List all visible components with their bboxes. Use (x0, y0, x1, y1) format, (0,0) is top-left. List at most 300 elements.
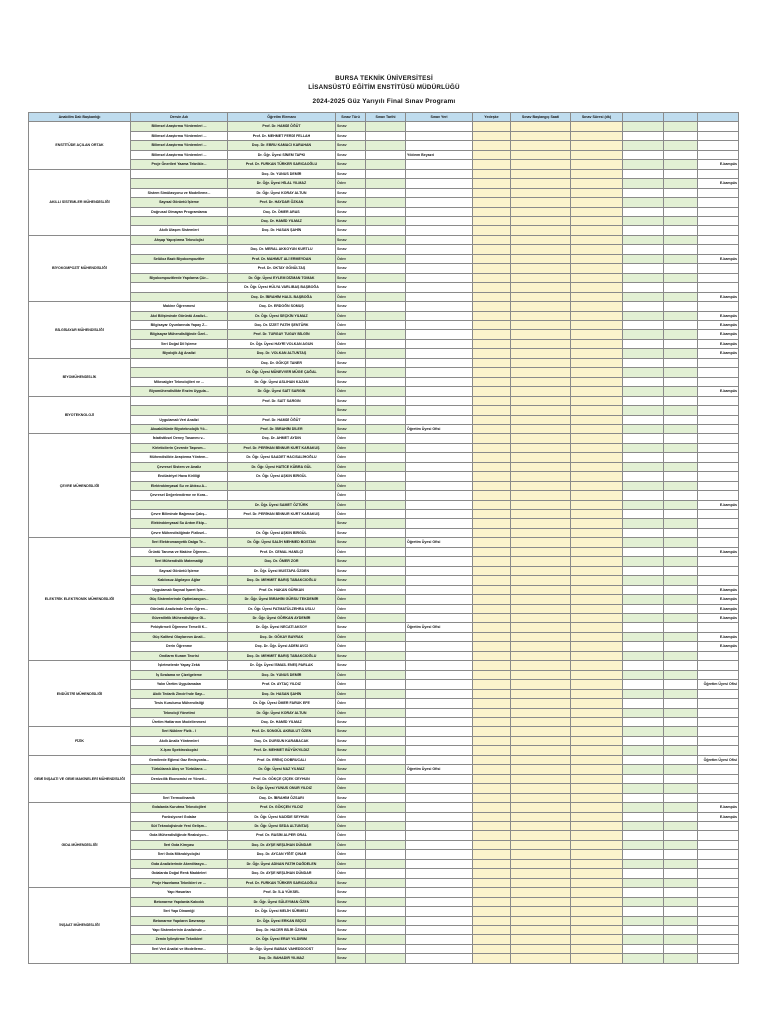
exam-date-cell (366, 188, 406, 197)
start-time-cell (511, 330, 571, 339)
exam-place-cell (406, 387, 473, 396)
course-name-cell: Güvenilirlik Mühendisliğine Gi... (131, 614, 228, 623)
exam-type-cell: Ödev (336, 821, 366, 830)
exam-place-cell (406, 235, 473, 244)
extra-cell-3 (698, 840, 739, 849)
exam-place-cell (406, 358, 473, 367)
instructor-cell: Doç. Dr. ÖMER ARAS (228, 207, 336, 216)
exam-date-cell (366, 311, 406, 320)
extra-cell-2 (664, 481, 698, 490)
exam-place-cell (406, 897, 473, 906)
exam-date-cell (366, 396, 406, 405)
extra-cell-2 (664, 339, 698, 348)
department-cell: ENDÜSTRİ MÜHENDİSLİĞİ (29, 661, 131, 727)
start-time-cell (511, 897, 571, 906)
extra-cell-1 (623, 510, 664, 519)
extra-cell-3: E-kampüs (698, 642, 739, 651)
extra-cell-2 (664, 765, 698, 774)
exam-place-cell (406, 368, 473, 377)
exam-type-cell: Sınav (336, 954, 366, 963)
start-time-cell (511, 954, 571, 963)
instructor-cell: Dr. Öğr. Üyesi İSMAİL ENEŞ PARLAK (228, 661, 336, 670)
extra-cell-2 (664, 878, 698, 887)
table-row (29, 699, 739, 708)
extra-cell-3 (698, 907, 739, 916)
yedeske-cell (473, 198, 511, 207)
table-row (29, 689, 739, 698)
duration-cell (571, 424, 623, 433)
exam-date-cell (366, 179, 406, 188)
department-cell: ELEKTRİK ELEKTRONİK MÜHENDİSLİĞİ (29, 538, 131, 661)
duration-cell (571, 226, 623, 235)
exam-place-cell (406, 198, 473, 207)
exam-date-cell (366, 339, 406, 348)
course-name-cell: İleri Gıda Mikrobiyolojisi (131, 850, 228, 859)
table-row (29, 500, 739, 509)
exam-place-cell (406, 519, 473, 528)
yedeske-cell (473, 396, 511, 405)
yedeske-cell (473, 150, 511, 159)
duration-cell (571, 179, 623, 188)
extra-cell-1 (623, 651, 664, 660)
exam-date-cell (366, 897, 406, 906)
duration-cell (571, 443, 623, 452)
exam-date-cell (366, 500, 406, 509)
instructor-cell: Doç. Dr. İBRAHİM ÖZSARI (228, 793, 336, 802)
exam-date-cell (366, 576, 406, 585)
instructor-cell (228, 406, 336, 415)
extra-cell-1 (623, 538, 664, 547)
exam-place-cell (406, 642, 473, 651)
exam-date-cell (366, 264, 406, 273)
table-row (29, 897, 739, 906)
extra-cell-1 (623, 150, 664, 159)
start-time-cell (511, 746, 571, 755)
extra-cell-2 (664, 358, 698, 367)
yedeske-cell (473, 954, 511, 963)
col-start-time: Sınav Başlangıç Saati (511, 113, 571, 122)
exam-type-cell: Sınav (336, 368, 366, 377)
instructor-cell: Doç. Dr. GÖKAY BAYRAK (228, 632, 336, 641)
start-time-cell (511, 821, 571, 830)
extra-cell-3 (698, 302, 739, 311)
start-time-cell (511, 859, 571, 868)
extra-cell-1 (623, 954, 664, 963)
course-name-cell: Örüntü Tanıma ve Makine Öğrenm... (131, 547, 228, 556)
exam-date-cell (366, 150, 406, 159)
exam-type-cell: Ödev (336, 349, 366, 358)
table-row (29, 869, 739, 878)
extra-cell-1 (623, 235, 664, 244)
start-time-cell (511, 519, 571, 528)
extra-cell-1 (623, 850, 664, 859)
duration-cell (571, 812, 623, 821)
extra-cell-2 (664, 491, 698, 500)
instructor-cell: Doç. Dr. VOLKAN ALTUNTAŞ (228, 349, 336, 358)
instructor-cell: Dr. Öğr. Üyesi KORAY ALTUN (228, 188, 336, 197)
exam-date-cell (366, 614, 406, 623)
extra-cell-1 (623, 557, 664, 566)
exam-place-cell (406, 216, 473, 225)
duration-cell (571, 377, 623, 386)
extra-cell-1 (623, 661, 664, 670)
exam-date-cell (366, 245, 406, 254)
yedeske-cell (473, 907, 511, 916)
exam-date-cell (366, 840, 406, 849)
exam-type-cell: Ödev (336, 632, 366, 641)
instructor-cell: Dr. Öğr. Üyesi SEÇKİN YILMAZ (228, 311, 336, 320)
exam-type-cell: Sınav (336, 519, 366, 528)
course-name-cell: Zemin İyileştirme Teknikleri (131, 935, 228, 944)
exam-place-cell (406, 821, 473, 830)
exam-type-cell: Ödev (336, 254, 366, 263)
exam-place-cell (406, 651, 473, 660)
extra-cell-3 (698, 472, 739, 481)
start-time-cell (511, 774, 571, 783)
table-row (29, 264, 739, 273)
course-name-cell: İleri Veri Analizi ve Modelleme... (131, 944, 228, 953)
exam-date-cell (366, 198, 406, 207)
extra-cell-3 (698, 235, 739, 244)
start-time-cell (511, 510, 571, 519)
instructor-cell: Doç. Dr. MEHMET BARIŞ TABAKCIOĞLU (228, 576, 336, 585)
extra-cell-3: E-kampüs (698, 547, 739, 556)
extra-cell-2 (664, 198, 698, 207)
start-time-cell (511, 935, 571, 944)
exam-place-cell (406, 377, 473, 386)
exam-place-cell (406, 141, 473, 150)
instructor-cell: Prof. Dr. AYTAÇ YILDIZ (228, 680, 336, 689)
exam-place-cell (406, 699, 473, 708)
table-row (29, 311, 739, 320)
table-row (29, 859, 739, 868)
exam-place-cell (406, 878, 473, 887)
instructor-cell: Doç. Dr. AHMET AYDIN (228, 434, 336, 443)
yedeske-cell (473, 415, 511, 424)
duration-cell (571, 680, 623, 689)
exam-date-cell (366, 699, 406, 708)
extra-cell-3: E-kampüs (698, 387, 739, 396)
exam-type-cell: Sınav (336, 424, 366, 433)
exam-place-cell (406, 614, 473, 623)
exam-type-cell: Sınav (336, 122, 366, 131)
exam-place-cell (406, 755, 473, 764)
exam-type-cell: Ödev (336, 699, 366, 708)
duration-cell (571, 793, 623, 802)
duration-cell (571, 434, 623, 443)
course-name-cell: Güç Sistemlerinde Optimizasyon... (131, 595, 228, 604)
exam-type-cell: Ödev (336, 642, 366, 651)
table-row (29, 245, 739, 254)
extra-cell-2 (664, 699, 698, 708)
yedeske-cell (473, 462, 511, 471)
extra-cell-1 (623, 188, 664, 197)
instructor-cell: Prof. Dr. FURKAN TÜRKER SARICAOĞLU (228, 160, 336, 169)
exam-type-cell: Ödev (336, 179, 366, 188)
table-row (29, 387, 739, 396)
exam-date-cell (366, 604, 406, 613)
exam-date-cell (366, 642, 406, 651)
table-row (29, 424, 739, 433)
instructor-cell: Prof. Dr. MEHMET FERDİ FELLAH (228, 131, 336, 140)
exam-type-cell: Sınav (336, 273, 366, 282)
yedeske-cell (473, 689, 511, 698)
yedeske-cell (473, 651, 511, 660)
duration-cell (571, 736, 623, 745)
extra-cell-3 (698, 462, 739, 471)
start-time-cell (511, 396, 571, 405)
exam-type-cell: Ödev (336, 491, 366, 500)
course-name-cell: Betonarme Yapıların Davranışı (131, 916, 228, 925)
start-time-cell (511, 812, 571, 821)
exam-type-cell: Sınav (336, 406, 366, 415)
table-row (29, 784, 739, 793)
extra-cell-3 (698, 528, 739, 537)
extra-cell-1 (623, 396, 664, 405)
extra-cell-2 (664, 632, 698, 641)
duration-cell (571, 131, 623, 140)
exam-type-cell: Sınav (336, 226, 366, 235)
extra-cell-3 (698, 859, 739, 868)
start-time-cell (511, 604, 571, 613)
yedeske-cell (473, 793, 511, 802)
extra-cell-3 (698, 831, 739, 840)
table-row (29, 765, 739, 774)
start-time-cell (511, 765, 571, 774)
exam-type-cell: Sınav (336, 160, 366, 169)
table-row (29, 472, 739, 481)
exam-place-cell (406, 793, 473, 802)
extra-cell-1 (623, 699, 664, 708)
extra-cell-3: E-kampüs (698, 339, 739, 348)
extra-cell-1 (623, 821, 664, 830)
yedeske-cell (473, 311, 511, 320)
exam-type-cell: Sınav (336, 888, 366, 897)
course-name-cell: Gemilerde Eğimsi Gaz Emisyonla... (131, 755, 228, 764)
program-title: 2024-2025 Güz Yarıyılı Final Sınav Programı (312, 98, 456, 105)
start-time-cell (511, 736, 571, 745)
extra-cell-2 (664, 169, 698, 178)
exam-date-cell (366, 358, 406, 367)
instructor-cell: Dr. Öğr. Üyesi ASLIHAN KAZAN (228, 377, 336, 386)
yedeske-cell (473, 595, 511, 604)
extra-cell-3: E-kampüs (698, 349, 739, 358)
duration-cell (571, 235, 623, 244)
course-name-cell: Çevre Biliminde Bağımsız Çalış... (131, 510, 228, 519)
extra-cell-2 (664, 727, 698, 736)
extra-cell-1 (623, 453, 664, 462)
exam-place-cell (406, 462, 473, 471)
extra-cell-3 (698, 538, 739, 547)
start-time-cell (511, 245, 571, 254)
extra-cell-2 (664, 207, 698, 216)
exam-date-cell (366, 623, 406, 632)
start-time-cell (511, 708, 571, 717)
duration-cell (571, 169, 623, 178)
extra-cell-3 (698, 689, 739, 698)
course-name-cell: Selüloz Bazlı Biyokompozitler (131, 254, 228, 263)
exam-date-cell (366, 812, 406, 821)
yedeske-cell (473, 453, 511, 462)
exam-type-cell: Sınav (336, 736, 366, 745)
instructor-cell: Dr. Öğr. Üyesi SAMET ÖZTÜRK (228, 500, 336, 509)
exam-date-cell (366, 670, 406, 679)
yedeske-cell (473, 623, 511, 632)
exam-type-cell: Sınav (336, 907, 366, 916)
yedeske-cell (473, 122, 511, 131)
duration-cell (571, 245, 623, 254)
table-row (29, 623, 739, 632)
exam-type-cell: Ödev (336, 708, 366, 717)
course-name-cell: Bilimsel Araştırma Yöntemleri ... (131, 131, 228, 140)
duration-cell (571, 264, 623, 273)
exam-place-cell (406, 339, 473, 348)
extra-cell-3 (698, 718, 739, 727)
start-time-cell (511, 670, 571, 679)
instructor-cell: Dr. Öğr. Üyesi SAİT SARGIN (228, 387, 336, 396)
exam-place-cell (406, 812, 473, 821)
extra-cell-3 (698, 566, 739, 575)
extra-cell-3 (698, 198, 739, 207)
duration-cell (571, 595, 623, 604)
document-header (0, 74, 768, 106)
extra-cell-3 (698, 623, 739, 632)
start-time-cell (511, 472, 571, 481)
extra-cell-1 (623, 216, 664, 225)
instructor-cell: Prof. Dr. OKTAY GÖNÜLTAŞ (228, 264, 336, 273)
extra-cell-1 (623, 595, 664, 604)
start-time-cell (511, 424, 571, 433)
extra-cell-1 (623, 642, 664, 651)
exam-date-cell (366, 160, 406, 169)
extra-cell-3 (698, 264, 739, 273)
exam-date-cell (366, 708, 406, 717)
extra-cell-3: E-kampüs (698, 254, 739, 263)
extra-cell-1 (623, 339, 664, 348)
yedeske-cell (473, 368, 511, 377)
exam-type-cell: Sınav (336, 916, 366, 925)
extra-cell-1 (623, 944, 664, 953)
exam-type-cell: Sınav (336, 207, 366, 216)
exam-place-cell (406, 302, 473, 311)
instructor-cell: Prof. Dr. HAMDİ ÖĞÜT (228, 415, 336, 424)
duration-cell (571, 292, 623, 301)
extra-cell-3 (698, 576, 739, 585)
extra-cell-3: E-kampüs (698, 292, 739, 301)
start-time-cell (511, 632, 571, 641)
instructor-cell: Doç. Dr. ERDOĞN SOMUŞ (228, 302, 336, 311)
duration-cell (571, 935, 623, 944)
exam-place-cell (406, 736, 473, 745)
extra-cell-3 (698, 888, 739, 897)
exam-date-cell (366, 406, 406, 415)
yedeske-cell (473, 424, 511, 433)
extra-cell-2 (664, 424, 698, 433)
duration-cell (571, 349, 623, 358)
exam-place-cell (406, 840, 473, 849)
course-name-cell: İş Sıralama ve Çizelgeleme (131, 670, 228, 679)
table-row (29, 878, 739, 887)
table-row (29, 803, 739, 812)
yedeske-cell (473, 897, 511, 906)
course-name-cell: Akıl Bilişiminde Görüntü Analizi... (131, 311, 228, 320)
extra-cell-2 (664, 774, 698, 783)
course-name-cell: Görüntü Analizinde Derin Öğren... (131, 604, 228, 613)
exam-date-cell (366, 944, 406, 953)
duration-cell (571, 216, 623, 225)
instructor-cell: Doç. Dr. HACER BİLİR ÖZHAN (228, 925, 336, 934)
exam-type-cell: Ödev (336, 595, 366, 604)
exam-place-cell (406, 226, 473, 235)
exam-type-cell: Ödev (336, 840, 366, 849)
yedeske-cell (473, 160, 511, 169)
exam-place-cell (406, 453, 473, 462)
instructor-cell: Doç. Dr. HASAN ŞAHİN (228, 226, 336, 235)
course-name-cell: Sayısal Görüntü İşleme (131, 566, 228, 575)
extra-cell-1 (623, 708, 664, 717)
exam-place-cell (406, 500, 473, 509)
instructor-cell: Dr. Öğr. Üyesi HİLAL YILMAZ (228, 179, 336, 188)
start-time-cell (511, 878, 571, 887)
extra-cell-2 (664, 349, 698, 358)
extra-cell-2 (664, 519, 698, 528)
duration-cell (571, 897, 623, 906)
duration-cell (571, 840, 623, 849)
extra-cell-3 (698, 150, 739, 159)
instructor-cell: Dr. Öğr. Üyesi MELİH SÜRMELİ (228, 907, 336, 916)
course-name-cell: İleri Termodinamik (131, 793, 228, 802)
extra-cell-1 (623, 377, 664, 386)
extra-cell-1 (623, 576, 664, 585)
extra-cell-2 (664, 160, 698, 169)
table-row (29, 216, 739, 225)
extra-cell-3: Öğretim Üyesi Ofisi (698, 755, 739, 764)
course-name-cell: İleri Doğal Dil İşleme (131, 339, 228, 348)
instructor-cell: Prof. Dr. MAHMUT ALİ ERMEYDAN (228, 254, 336, 263)
exam-type-cell: Sınav (336, 557, 366, 566)
exam-place-cell: Öğretim Üyesi Ofisi (406, 424, 473, 433)
extra-cell-1 (623, 122, 664, 131)
duration-cell (571, 718, 623, 727)
exam-date-cell (366, 434, 406, 443)
yedeske-cell (473, 859, 511, 868)
extra-cell-3 (698, 736, 739, 745)
extra-cell-2 (664, 368, 698, 377)
exam-type-cell: Sınav (336, 198, 366, 207)
course-name-cell: Proje Hazırlama Teknikleri ve ... (131, 878, 228, 887)
exam-place-cell (406, 944, 473, 953)
table-row (29, 746, 739, 755)
department-cell: ÇEVRE MÜHENDİSLİĞİ (29, 434, 131, 538)
table-row (29, 462, 739, 471)
duration-cell (571, 604, 623, 613)
duration-cell (571, 160, 623, 169)
instructor-cell: Doç. Dr. AYŞE NEŞLİHAN DÜNDAR (228, 869, 336, 878)
extra-cell-2 (664, 320, 698, 329)
start-time-cell (511, 651, 571, 660)
extra-cell-1 (623, 141, 664, 150)
extra-cell-2 (664, 566, 698, 575)
extra-cell-1 (623, 226, 664, 235)
yedeske-cell (473, 292, 511, 301)
table-row (29, 198, 739, 207)
extra-cell-1 (623, 519, 664, 528)
extra-cell-2 (664, 122, 698, 131)
instructor-cell: Dr. Öğr. Üyesi KORAY ALTUN (228, 708, 336, 717)
extra-cell-2 (664, 755, 698, 764)
extra-cell-2 (664, 216, 698, 225)
yedeske-cell (473, 207, 511, 216)
